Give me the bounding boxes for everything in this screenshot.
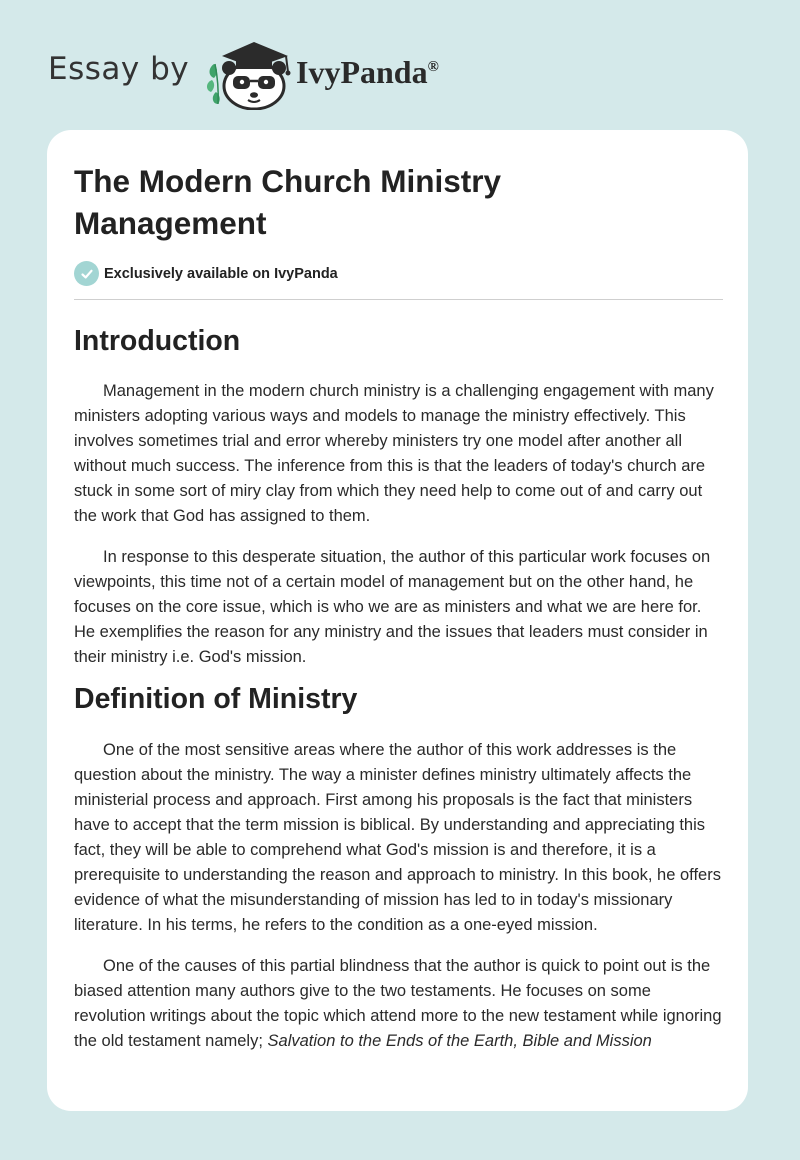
section-heading-definition: Definition of Ministry [74, 683, 358, 715]
essay-by-label: Essay by [48, 51, 190, 87]
paragraph: In response to this desperate situation, the author of this particular work focuses on viewpoints, this time not of a certain model of management but on the other hand, he focuses on the core issue, which is who we are as ministers and what we are here for. He exemplifies the reason for any ministry and the issues that leaders must consider in their ministry i.e. God's mission. [74, 548, 711, 666]
exclusive-label: Exclusively available on IvyPanda [104, 265, 338, 282]
ivypanda-logo[interactable] [202, 34, 298, 110]
registered-mark: ® [427, 58, 439, 75]
check-circle-icon [74, 261, 99, 286]
article-title [74, 160, 724, 244]
article-card [47, 130, 748, 1111]
title-line-2: Management [74, 205, 267, 241]
paragraph-text: One of the causes of this partial blindness that the author is quick to point out is the biased attention many authors give to the two testaments. He focuses on some revolution writings about the topic which attend more to the new testament while ignoring the old testament namely; [74, 957, 722, 1050]
divider [74, 299, 723, 300]
book-titles-italic: Salvation to the Ends of the Earth, Bible and Mission [267, 1032, 652, 1050]
panda-graduation-cap-logo-icon [202, 34, 298, 110]
paragraph: One of the most sensitive areas where the author of this work addresses is the question about the ministry. The way a minister defines ministry ultimately affects the ministerial process and approach. First among his proposals is the fact that ministers have to accept that the term mission is biblical. By understanding and appreciating this fact, they will be able to comprehend what God's mission is and therefore, it is a prerequisite to understanding the reason and approach to ministry. In this book, he offers evidence of what the misunderstanding of mission has led to in today's missionary literature. In his terms, he refers to the condition as a one-eyed mission. [74, 741, 721, 934]
title-line-1: The Modern Church Ministry [74, 163, 502, 199]
brand-name[interactable] [296, 54, 439, 91]
section-heading-introduction: Introduction [74, 325, 241, 357]
brand-text: IvyPanda [296, 54, 428, 90]
article-content [74, 160, 724, 1054]
exclusive-badge [74, 261, 724, 286]
paragraph-with-italic [74, 954, 724, 1054]
paragraph: Management in the modern church ministry is a challenging engagement with many ministers adopting various ways and models to manage the ministry effectively. This involves sometimes trial and error whereby ministers try one model after another all without much success. The inference from this is that the leaders of today's church are stuck in some sort of miry clay from which they need help to come out of and carry out the work that God has assigned to them. [74, 382, 714, 525]
